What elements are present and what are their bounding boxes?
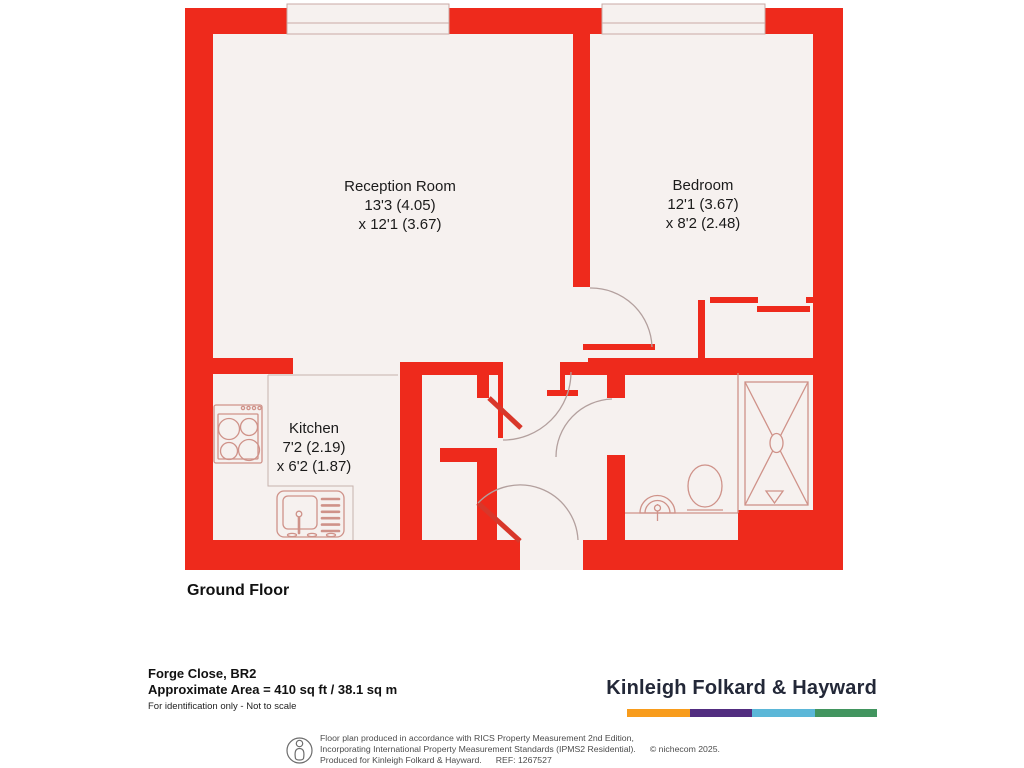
brand-color-bar xyxy=(627,709,877,717)
brand-logo-text: Kinleigh Folkard & Hayward xyxy=(606,677,877,699)
floor-title: Ground Floor xyxy=(187,582,290,599)
room-dim: 13'3 (4.05) xyxy=(364,197,436,214)
brand-bar-segment xyxy=(690,709,753,717)
room-dim: x 6'2 (1.87) xyxy=(276,458,352,475)
approximate-area: Approximate Area = 410 sq ft / 38.1 sq m xyxy=(148,682,398,697)
copyright: © nichecom 2025. xyxy=(649,744,720,754)
room-label-kitchen xyxy=(277,419,352,476)
scale-disclaimer: For identification only - Not to scale xyxy=(148,701,297,712)
brand-bar-segment xyxy=(752,709,815,717)
room-dim: 7'2 (2.19) xyxy=(282,439,346,456)
window-icon xyxy=(287,4,449,34)
property-address: Forge Close, BR2 xyxy=(148,666,257,681)
reference-number: REF: 1267527 xyxy=(495,755,552,765)
footer-line-1: Floor plan produced in accordance with RICS Property Measurement 2nd Edition, xyxy=(320,733,634,743)
window-icon xyxy=(602,4,765,34)
room-dim: 12'1 (3.67) xyxy=(667,196,739,213)
brand-bar-segment xyxy=(815,709,878,717)
room-name: Kitchen xyxy=(288,420,340,437)
footer-line-2: Incorporating International Property Measurement Standards (IPMS2 Residential). © nichecom 2025. xyxy=(320,744,720,754)
brand-bar-segment xyxy=(627,709,690,717)
room-dim: x 8'2 (2.48) xyxy=(665,215,741,232)
room-name: Reception Room xyxy=(344,178,456,195)
room-dim: x 12'1 (3.67) xyxy=(358,216,442,233)
room-label-reception xyxy=(344,177,456,234)
footer-smallprint xyxy=(320,733,720,766)
room-label-bedroom xyxy=(666,176,741,233)
person-icon xyxy=(286,735,313,766)
room-name: Bedroom xyxy=(672,177,734,194)
footer-line-3: Produced for Kinleigh Folkard & Hayward. REF: 1267527 xyxy=(320,755,552,765)
